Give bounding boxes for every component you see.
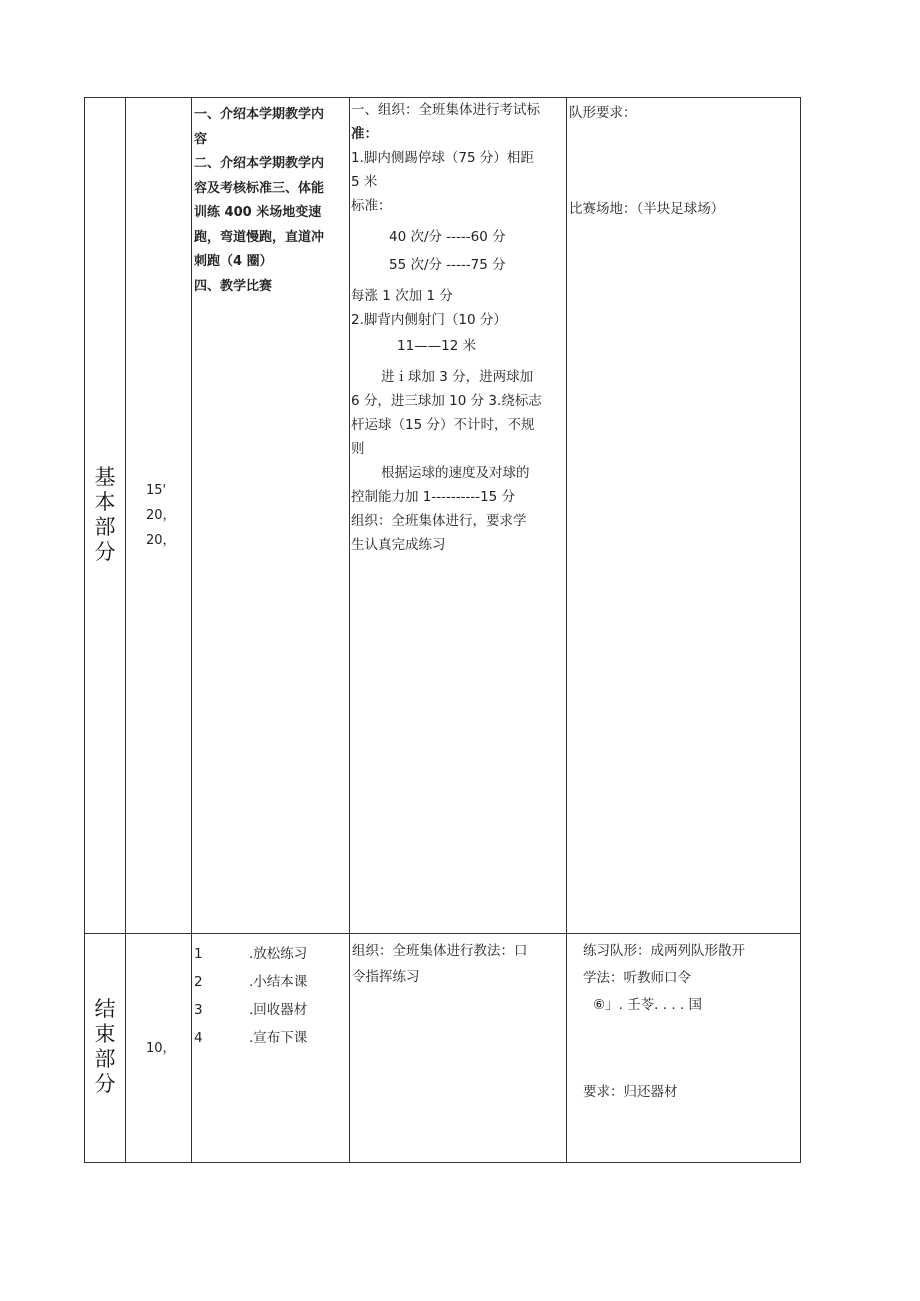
basic-time-2: 20，: [146, 508, 176, 523]
formation-requirement: 队形要求：: [569, 105, 637, 121]
method-line: 标准：: [351, 198, 392, 214]
basic-content-cell: [192, 98, 350, 934]
method-line: 进ｉ球加 3 分，进两球加: [381, 369, 534, 385]
content-line: 容: [194, 131, 208, 147]
method-line: 每涨 1 次加 1 分: [351, 288, 453, 304]
content-line: 一、介绍本学期教学内: [194, 107, 325, 122]
end-method-cell: [350, 934, 567, 1163]
list-item-number: 2: [194, 974, 203, 990]
method-line: 1.脚内侧踢停球（75 分）相距: [351, 150, 534, 166]
method-line: 6 分，进三球加 10 分 3.绕标志: [351, 393, 542, 409]
method-line: 11——12 米: [397, 338, 477, 354]
content-line: 刺跑（4 圈）: [194, 254, 273, 269]
method-line: 准：: [351, 126, 378, 142]
end-time-cell: [126, 934, 192, 1163]
end-section-cell: [85, 934, 126, 1163]
study-method: 学法：听教师口令: [583, 970, 691, 986]
list-item: [194, 1024, 349, 1052]
list-item-text: .小结本课: [249, 974, 308, 990]
basic-organization-cell: [567, 98, 801, 934]
method-line: 杆运球（15 分）不计时，不规: [351, 417, 535, 433]
method-line: 40 次/分 -----60 分: [389, 229, 506, 245]
basic-section-cell: [85, 98, 126, 934]
basic-section-row: [85, 98, 801, 934]
basic-section-label: 基本部分: [94, 464, 116, 564]
end-content-cell: [192, 934, 350, 1163]
list-item: [194, 940, 349, 968]
basic-method-cell: [350, 98, 567, 934]
method-line: 一、组织：全班集体进行考试标: [351, 102, 540, 118]
basic-time-1: 15': [146, 483, 167, 498]
content-line: 二、介绍本学期教学内: [194, 156, 325, 171]
method-line: 令指挥练习: [352, 969, 420, 985]
list-item-number: 4: [194, 1030, 203, 1046]
method-line: 组织：全班集体进行教法：口: [352, 943, 528, 959]
list-item-text: .回收器材: [249, 1002, 308, 1018]
method-line: 则: [351, 441, 365, 457]
list-item-text: .放松练习: [249, 946, 308, 962]
list-item-number: 1: [194, 946, 203, 962]
method-line: 组织：全班集体进行，要求学: [351, 513, 527, 529]
basic-time-3: 20，: [146, 533, 176, 548]
method-line: 5 米: [351, 174, 378, 190]
list-item-number: 3: [194, 1002, 203, 1018]
method-line: 2.脚背内侧射门（10 分）: [351, 312, 507, 328]
content-line: 容及考核标准三、体能: [194, 180, 325, 196]
end-section-label: 结束部分: [94, 997, 116, 1096]
formation-symbols: ⑥」. 壬苓. . . . 国: [593, 997, 703, 1013]
basic-time-cell: [126, 98, 192, 934]
practice-formation: 练习队形：成两列队形散开: [583, 943, 745, 959]
method-line: 55 次/分 -----75 分: [389, 257, 506, 273]
content-line: 跑，弯道慢跑，直道冲: [194, 229, 325, 245]
method-line: 控制能力加 1----------15 分: [351, 489, 516, 505]
match-venue: 比赛场地：（半块足球场）: [569, 201, 725, 217]
method-line: 生认真完成练习: [351, 537, 446, 553]
list-item: [194, 996, 349, 1024]
content-line: 训练 400 米场地变速: [194, 205, 322, 220]
end-organization-cell: [567, 934, 801, 1163]
list-item-text: .宣布下课: [249, 1030, 308, 1046]
end-time: 10，: [146, 1040, 176, 1056]
requirement: 要求：归还器材: [583, 1084, 678, 1100]
content-line: 四、教学比赛: [194, 278, 273, 294]
lesson-plan-table: [84, 97, 801, 1163]
list-item: [194, 968, 349, 996]
end-section-row: [85, 934, 801, 1163]
method-line: 根据运球的速度及对球的: [381, 465, 530, 481]
